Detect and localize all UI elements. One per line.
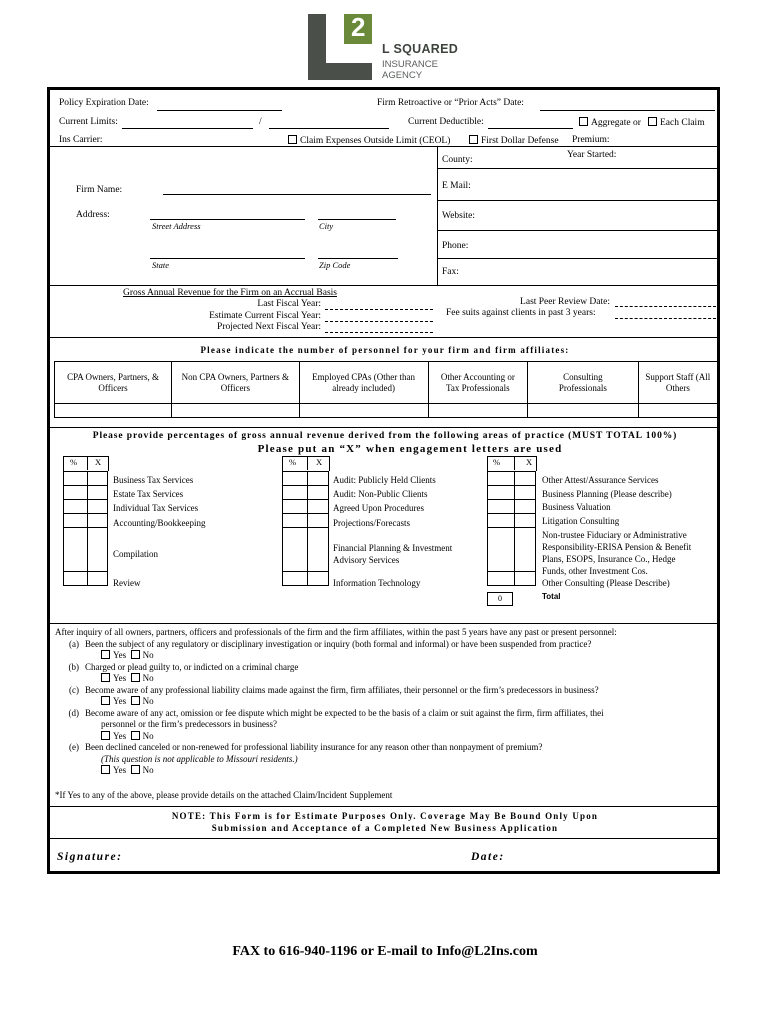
yes-checkbox[interactable]: [101, 731, 110, 740]
personnel-table: [54, 361, 718, 418]
pct-cell[interactable]: [488, 572, 515, 586]
question-text: Become aware of any act, omission or fee dispute which might be expected to be the basis of a claim or suit against the firm, firm affiliates, thei: [85, 707, 604, 718]
question-letter: (d): [68, 707, 79, 718]
grid-head: [514, 456, 515, 470]
personnel-col: Consulting Professionals: [528, 362, 639, 404]
personnel-input-row: [55, 404, 718, 418]
phone-label: Phone:: [442, 241, 469, 251]
fax-label: Fax:: [442, 267, 459, 277]
divider: [50, 285, 717, 286]
email-label: E Mail:: [442, 181, 471, 191]
limits-field-2[interactable]: [269, 128, 389, 129]
last-fiscal-field[interactable]: [325, 309, 433, 310]
date-label: Date:: [471, 851, 505, 863]
policy-expiration-field[interactable]: [157, 110, 282, 111]
personnel-col: Support Staff (All Others: [638, 362, 717, 404]
current-limits-label: Current Limits:: [59, 117, 118, 127]
x-cell[interactable]: [308, 500, 329, 514]
x-cell[interactable]: [308, 528, 329, 572]
x-cell[interactable]: [88, 514, 108, 528]
yes-checkbox[interactable]: [101, 673, 110, 682]
x-cell[interactable]: [515, 572, 536, 586]
personnel-heading: Please indicate the number of personnel for your firm and firm affiliates:: [200, 345, 570, 355]
zip-field[interactable]: [318, 258, 398, 259]
current-deductible-label: Current Deductible:: [408, 117, 484, 127]
service-label: Advisory Services: [333, 555, 400, 565]
no-label: No: [142, 730, 154, 741]
total-cell[interactable]: [487, 592, 513, 606]
service-label: Estate Tax Services: [113, 489, 184, 499]
pct-header-2: %: [289, 457, 297, 467]
deductible-field[interactable]: [488, 128, 573, 129]
ceol-label: Claim Expenses Outside Limit (CEOL): [300, 136, 451, 146]
question-letter: (a): [69, 638, 79, 649]
ceol-checkbox[interactable]: [288, 135, 297, 144]
x-cell[interactable]: [515, 500, 536, 514]
fee-suits-label: Fee suits against clients in past 3 years:: [446, 308, 596, 318]
pct-cell[interactable]: [488, 528, 515, 572]
no-checkbox[interactable]: [131, 731, 140, 740]
premium-label: Premium:: [572, 135, 610, 145]
projected-field[interactable]: [325, 332, 433, 333]
x-cell[interactable]: [515, 486, 536, 500]
peer-review-label: Last Peer Review Date:: [520, 297, 610, 307]
personnel-col: CPA Owners, Partners, & Officers: [55, 362, 172, 404]
service-label: Financial Planning & Investment: [333, 543, 453, 553]
pct-cell[interactable]: [64, 472, 88, 486]
service-label: Plans, ESOPS, Insurance Co., Hedge: [542, 554, 676, 564]
pct-cell[interactable]: [283, 514, 308, 528]
practice-subheading: Please put an “X” when engagement letters are used: [257, 443, 563, 455]
last-fiscal-label: Last Fiscal Year:: [257, 299, 321, 309]
x-cell[interactable]: [308, 572, 329, 586]
yes-label: Yes: [113, 673, 127, 683]
x-cell[interactable]: [515, 514, 536, 528]
aggregate-label: Aggregate or: [591, 118, 641, 128]
pct-cell[interactable]: [64, 500, 88, 514]
firm-retroactive-label: Firm Retroactive or “Prior Acts” Date:: [377, 98, 524, 108]
pct-cell[interactable]: [283, 486, 308, 500]
pct-cell[interactable]: [64, 572, 88, 586]
inquiry-section: [55, 627, 720, 777]
service-label: Information Technology: [333, 578, 421, 588]
state-caption: State: [152, 260, 169, 270]
question-d-continued: personnel or the firm’s predecessors in business?: [101, 719, 277, 729]
x-cell[interactable]: [88, 500, 108, 514]
pct-cell[interactable]: [283, 500, 308, 514]
x-cell[interactable]: [88, 472, 108, 486]
service-label: Business Planning (Please describe): [542, 489, 672, 499]
service-label: Review: [113, 578, 141, 588]
question-d: [55, 708, 717, 720]
pct-cell[interactable]: [283, 472, 308, 486]
address-label: Address:: [76, 210, 110, 220]
question-text: Become aware of any professional liability claims made against the firm, firm affiliates, their personnel or the firm’s predecessors in business?: [85, 684, 599, 695]
city-caption: City: [319, 221, 334, 231]
firm-info-divider: [437, 146, 438, 285]
practice-heading: Please provide percentages of gross annual revenue derived from the following areas of practice (MUST TOTAL 100%): [92, 431, 678, 441]
practice-grid-3: [487, 471, 536, 586]
estimate-label: Estimate Current Fiscal Year:: [209, 311, 321, 321]
logo: [308, 14, 478, 80]
question-letter: (b): [68, 661, 79, 672]
no-label: No: [142, 673, 154, 683]
row-line: [437, 200, 717, 201]
x-cell[interactable]: [88, 572, 108, 586]
logo-mark-digit: 2: [351, 12, 366, 42]
no-checkbox[interactable]: [131, 650, 140, 659]
answer-a: [55, 650, 720, 662]
aggregate-option[interactable]: [579, 117, 641, 128]
personnel-count-cell[interactable]: [428, 404, 528, 418]
ins-carrier-label: Ins Carrier:: [59, 135, 103, 145]
logo-line3: AGENCY: [382, 70, 423, 81]
answer-c: [55, 696, 720, 708]
row-line: [437, 230, 717, 231]
grid-head: [307, 456, 308, 470]
x-header-1: X: [95, 457, 102, 467]
pct-cell[interactable]: [64, 486, 88, 500]
answer-d: [55, 731, 720, 743]
service-label: Individual Tax Services: [113, 503, 199, 513]
total-label: Total: [542, 592, 561, 601]
question-c: [55, 685, 720, 697]
estimate-field[interactable]: [325, 321, 433, 322]
pct-cell[interactable]: [488, 472, 515, 486]
service-label: Business Tax Services: [113, 475, 194, 485]
question-b: [55, 662, 720, 674]
x-cell[interactable]: [515, 472, 536, 486]
pct-header-3: %: [493, 457, 501, 467]
divider: [50, 146, 717, 147]
limits-slash: /: [259, 117, 262, 127]
pct-cell[interactable]: [283, 572, 308, 586]
projected-label: Projected Next Fiscal Year:: [217, 322, 321, 332]
service-label: Agreed Upon Procedures: [333, 503, 424, 513]
service-label: Accounting/Bookkeeping: [113, 518, 206, 528]
pct-cell[interactable]: [488, 514, 515, 528]
service-label: Projections/Forecasts: [333, 518, 410, 528]
grid-head: [87, 456, 88, 470]
yes-checkbox[interactable]: [101, 696, 110, 705]
x-cell[interactable]: [308, 486, 329, 500]
logo-name: L SQUARED: [382, 42, 459, 56]
question-letter: (c): [69, 684, 79, 695]
website-label: Website:: [442, 211, 476, 221]
service-label: Funds, other Investment Cos.: [542, 566, 648, 576]
question-text: Been the subject of any regulatory or disciplinary investigation or inquiry (both formal and informal) or have been suspended from practice?: [85, 638, 592, 649]
inquiry-intro: After inquiry of all owners, partners, officers and professionals of the firm and the firm affiliates, within the past 5 years have any past or present personnel:: [55, 627, 617, 637]
first-dollar-option[interactable]: [469, 135, 559, 146]
peer-review-field[interactable]: [615, 306, 716, 307]
x-cell[interactable]: [308, 472, 329, 486]
personnel-count-cell[interactable]: [528, 404, 639, 418]
ceol-option[interactable]: [288, 135, 450, 146]
question-e: [55, 742, 720, 754]
question-text: Been declined canceled or non-renewed for professional liability insurance for any reason other than nonpayment of premium?: [85, 742, 543, 752]
row-line: [437, 258, 717, 259]
fax-email-footer: FAX to 616-940-1196 or E-mail to Info@L2Ins.com: [232, 944, 538, 959]
x-cell[interactable]: [515, 528, 536, 572]
service-label: Audit: Non-Public Clients: [333, 489, 428, 499]
firm-name-field[interactable]: [163, 194, 431, 195]
first-dollar-label: First Dollar Defense: [481, 136, 559, 146]
personnel-col: Employed CPAs (Other than already included): [299, 362, 428, 404]
policy-expiration-label: Policy Expiration Date:: [59, 98, 149, 108]
no-checkbox[interactable]: [131, 696, 140, 705]
aggregate-checkbox[interactable]: [579, 117, 588, 126]
x-header-2: X: [316, 457, 323, 467]
no-label: No: [142, 650, 154, 660]
no-checkbox[interactable]: [131, 673, 140, 682]
grid-head: [282, 456, 330, 471]
limits-field-1[interactable]: [122, 128, 253, 129]
no-label: No: [142, 696, 154, 706]
x-header-3: X: [526, 457, 533, 467]
divider: [50, 337, 717, 338]
yes-label: Yes: [113, 765, 127, 775]
yes-label: Yes: [113, 696, 127, 706]
grid-head: [63, 456, 109, 471]
year-started-label: Year Started:: [567, 150, 617, 160]
each-claim-checkbox[interactable]: [648, 117, 657, 126]
divider: [50, 838, 717, 839]
pct-header-1: %: [70, 457, 78, 467]
zip-caption: Zip Code: [319, 260, 351, 270]
missouri-note: (This question is not applicable to Missouri residents.): [101, 753, 298, 764]
question-a: [55, 639, 720, 651]
revenue-title: Gross Annual Revenue for the Firm on an Accrual Basis: [123, 288, 337, 298]
question-text: Charged or plead guilty to, or indicted on a criminal charge: [85, 661, 299, 672]
service-label: Litigation Consulting: [542, 516, 620, 526]
total-value: 0: [498, 594, 502, 603]
yes-label: Yes: [113, 650, 127, 660]
signature-label: Signature:: [57, 851, 123, 863]
yes-checkbox[interactable]: [101, 650, 110, 659]
answer-b: [55, 673, 720, 685]
state-field[interactable]: [150, 258, 305, 259]
pct-cell[interactable]: [488, 500, 515, 514]
yes-checkbox[interactable]: [101, 765, 110, 774]
street-field[interactable]: [150, 219, 305, 220]
practice-grid-2: [282, 471, 329, 586]
note-line-1: NOTE: This Form is for Estimate Purposes Only. Coverage May Be Bound Only Upon: [171, 811, 599, 821]
row-line: [437, 168, 717, 169]
service-label: Other Consulting (Please Describe): [542, 578, 670, 588]
fee-suits-field[interactable]: [615, 318, 716, 319]
service-label: Compilation: [113, 549, 158, 559]
footnote: *If Yes to any of the above, please provide details on the attached Claim/Incident Supplement: [55, 790, 393, 800]
service-label: Other Attest/Assurance Services: [542, 475, 659, 485]
service-label: Audit: Publicly Held Clients: [333, 475, 436, 485]
firm-name-label: Firm Name:: [76, 185, 123, 195]
city-field[interactable]: [318, 219, 396, 220]
pct-cell[interactable]: [64, 514, 88, 528]
answer-e: [55, 765, 720, 777]
divider: [50, 623, 717, 624]
service-label: Non-trustee Fiduciary or Administrative: [542, 530, 687, 540]
each-claim-label: Each Claim: [660, 118, 705, 128]
no-label: No: [142, 765, 154, 775]
personnel-col: Non CPA Owners, Partners & Officers: [172, 362, 300, 404]
x-cell[interactable]: [308, 514, 329, 528]
x-cell[interactable]: [88, 528, 108, 572]
first-dollar-checkbox[interactable]: [469, 135, 478, 144]
pct-cell[interactable]: [64, 528, 88, 572]
divider: [50, 427, 717, 428]
retroactive-date-field[interactable]: [540, 110, 715, 111]
county-label: County:: [442, 155, 473, 165]
pct-cell[interactable]: [283, 528, 308, 572]
each-claim-option[interactable]: [648, 117, 705, 128]
service-label: Business Valuation: [542, 502, 611, 512]
no-checkbox[interactable]: [131, 765, 140, 774]
practice-grid-1: [63, 471, 108, 586]
personnel-col: Other Accounting or Tax Professionals: [428, 362, 528, 404]
service-label: Responsibility-ERISA Pension & Benefit: [542, 542, 692, 552]
personnel-count-cell[interactable]: [299, 404, 428, 418]
grid-head: [487, 456, 537, 471]
personnel-count-cell[interactable]: [638, 404, 717, 418]
personnel-header-row: [55, 362, 718, 404]
question-letter: (e): [69, 742, 79, 752]
yes-label: Yes: [113, 730, 127, 741]
note-line-2: Submission and Acceptance of a Completed New Business Application: [211, 823, 559, 833]
personnel-count-cell[interactable]: [172, 404, 300, 418]
logo-line2: INSURANCE: [382, 59, 438, 70]
x-cell[interactable]: [88, 486, 108, 500]
street-caption: Street Address: [152, 221, 201, 231]
divider: [50, 806, 717, 807]
pct-cell[interactable]: [488, 486, 515, 500]
personnel-count-cell[interactable]: [55, 404, 172, 418]
